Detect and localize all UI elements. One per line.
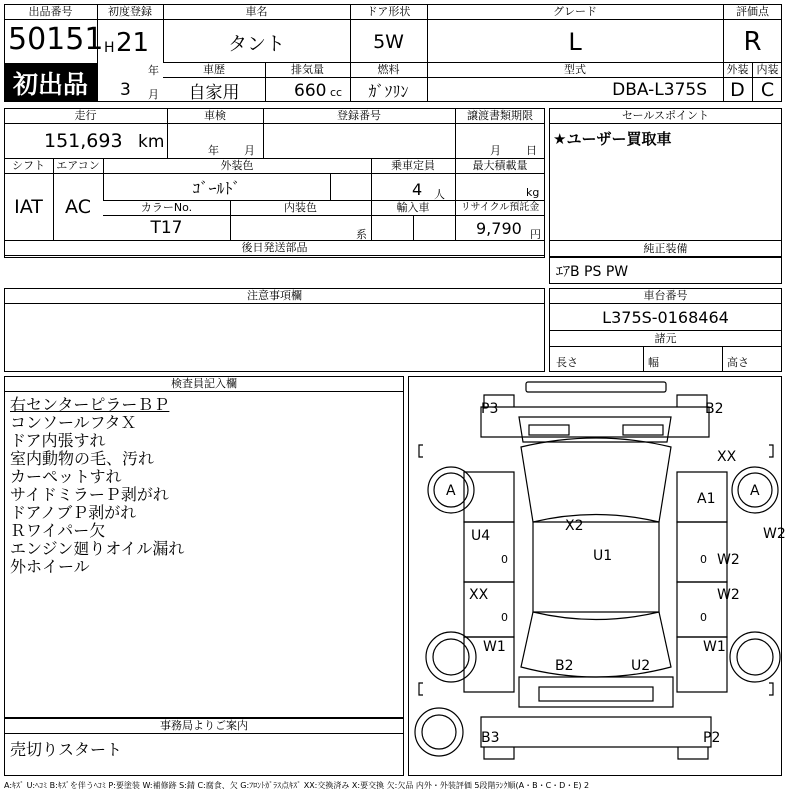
- headlight-left: [529, 425, 569, 435]
- capacity-value: 4: [412, 180, 423, 199]
- int-color-header: 内装色: [230, 200, 371, 216]
- mark-xx-door: XX: [469, 587, 489, 603]
- mark-p2: P2: [703, 730, 721, 746]
- divider: [722, 346, 723, 372]
- remark-item: ドア内張すれ: [10, 431, 106, 450]
- office-text: 売切りスタート: [10, 740, 123, 759]
- recycle-unit: 円: [530, 228, 541, 241]
- equipment-value: ｴｱB PS PW: [556, 264, 629, 280]
- mark-p3: P3: [481, 401, 499, 417]
- inspection-year-unit: 年: [208, 144, 219, 157]
- ext-color-sub: [330, 174, 371, 200]
- aircon-value: AC: [65, 196, 91, 218]
- ext-color-value: ｺﾞｰﾙﾄﾞ: [192, 178, 241, 198]
- later-parts-header: 後日発送部品: [4, 240, 545, 256]
- remark-item: 室内動物の毛、汚れ: [10, 449, 155, 468]
- remark-item: Ｒワイパー欠: [10, 521, 106, 540]
- displacement-unit: cc: [330, 86, 343, 99]
- rear-gate: [519, 677, 673, 707]
- recycle-value: 9,790: [476, 219, 522, 238]
- left-rear-bracket: [419, 683, 423, 695]
- dims-width: 幅: [648, 356, 659, 369]
- mark-u4: U4: [471, 528, 491, 544]
- dims-height: 高さ: [727, 356, 749, 369]
- mark-b3: B3: [481, 730, 500, 746]
- displacement-header: 排気量: [265, 62, 350, 78]
- sales-point-header: セールスポイント: [549, 108, 782, 124]
- remark-item: 右センターピラーＢＰ: [10, 395, 170, 414]
- roof: [533, 522, 659, 612]
- mark-zero: 0: [700, 553, 707, 566]
- right-rear-bracket: [769, 683, 773, 695]
- exterior-header: 外装: [723, 62, 752, 78]
- spare-wheel-inner: [422, 715, 456, 749]
- lot-header: 出品番号: [4, 4, 97, 20]
- remark-item: カーペットすれ: [10, 467, 122, 486]
- color-no-header: カラーNo.: [103, 200, 230, 216]
- mark-w1-right: W1: [703, 639, 726, 655]
- car-outline: [409, 377, 783, 777]
- equipment-header: 純正装備: [549, 240, 782, 257]
- capacity-unit: 人: [434, 188, 445, 201]
- mark-zero: 0: [700, 611, 707, 624]
- reg-month: 3: [120, 80, 131, 100]
- wheel-rear-right-inner: [737, 639, 773, 675]
- inspector-header: 検査員記入欄: [4, 376, 404, 392]
- mileage-unit: km: [138, 132, 165, 152]
- import-sub: [413, 216, 455, 240]
- transfer-day-unit: 日: [526, 144, 537, 157]
- rear-left-panel: [484, 747, 514, 759]
- mark-x2: X2: [565, 518, 584, 534]
- reg-year: 21: [116, 28, 150, 58]
- remark-item: 外ホイール: [10, 557, 90, 576]
- color-no-value: T17: [150, 218, 183, 238]
- car-name-value: タント: [227, 32, 285, 55]
- left-mirror-bracket: [419, 445, 423, 457]
- chassis-header: 車台番号: [549, 288, 782, 304]
- history-value: 自家用: [188, 82, 240, 103]
- divider: [643, 346, 644, 372]
- mark-w2-door: W2: [717, 552, 740, 568]
- max-load-unit: kg: [526, 186, 540, 199]
- mark-a-left: A: [446, 483, 456, 499]
- transfer-header: 譲渡書類期限: [455, 108, 545, 124]
- score-header: 評価点: [723, 4, 782, 20]
- grade-value: L: [568, 28, 582, 56]
- fuel-header: 燃料: [350, 62, 427, 78]
- exterior-value: D: [730, 79, 745, 101]
- mark-w2-side: W2: [763, 526, 786, 542]
- dims-header: 諸元: [549, 330, 782, 347]
- aircon-header: エアコン: [53, 158, 103, 174]
- front-grille: [526, 382, 666, 392]
- model-header: 型式: [427, 62, 723, 78]
- recycle-header: リサイクル預託金: [455, 200, 545, 216]
- max-load-header: 最大積載量: [455, 158, 545, 174]
- inspection-month-unit: 月: [244, 144, 255, 157]
- legend: A:ｷｽﾞ U:ﾍｺﾐ B:ｷｽﾞを伴うﾍｺﾐ P:要塗装 W:補修跡 S:錆 C:腐食、欠 G:ﾌﾛﾝﾄｶﾞﾗｽ点ｷｽﾞ XX:交換済み X:要交換 欠:欠品 内外・外装評価 5段階ﾗﾝｸ順(A・B・C・D・E) 2: [4, 781, 590, 790]
- remark-item: コンソールフタＸ: [10, 413, 137, 432]
- right-mirror-bracket: [769, 445, 773, 457]
- remark-item: エンジン廻りオイル漏れ: [10, 539, 185, 558]
- windshield: [521, 438, 671, 522]
- interior-header: 内装: [752, 62, 782, 78]
- mark-a-right: A: [750, 483, 760, 499]
- notes-header: 注意事項欄: [4, 288, 545, 304]
- model-value: DBA-L375S: [612, 80, 707, 100]
- shift-header: シフト: [4, 158, 53, 174]
- mark-xx: XX: [717, 449, 737, 465]
- year-unit: 年: [148, 64, 159, 77]
- lot-number: 50151: [8, 22, 104, 57]
- mark-b2-rear: B2: [555, 658, 574, 674]
- headlight-right: [623, 425, 663, 435]
- equipment-box: [549, 256, 782, 284]
- shift-value: IAT: [14, 196, 43, 218]
- transfer-month-unit: 月: [490, 144, 501, 157]
- score-value: R: [743, 27, 762, 57]
- inspection-header: 車検: [167, 108, 263, 124]
- fuel-value: ｶﾞｿﾘﾝ: [368, 81, 409, 101]
- rear-bumper: [481, 717, 711, 747]
- mark-zero: 0: [501, 553, 508, 566]
- door-header: ドア形状: [350, 4, 427, 20]
- mark-b2: B2: [705, 401, 724, 417]
- mark-zero: 0: [501, 611, 508, 624]
- rear-plate: [539, 687, 653, 701]
- inspector-remarks: [10, 396, 390, 576]
- displacement-value: 660: [294, 81, 327, 101]
- capacity-header: 乗車定員: [371, 158, 455, 174]
- front-bumper: [481, 407, 709, 437]
- era-label: H: [104, 40, 115, 56]
- door-value: 5W: [373, 31, 404, 53]
- mileage-header: 走行: [4, 108, 167, 124]
- import-header: 輸入車: [371, 200, 455, 216]
- damage-diagram: [408, 376, 786, 776]
- mark-a1: A1: [697, 491, 716, 507]
- grade-header: グレード: [427, 4, 723, 20]
- remark-item: ドアノブＰ剥がれ: [10, 503, 137, 522]
- remark-item: サイドミラーＰ剥がれ: [10, 485, 169, 504]
- plate-header: 登録番号: [263, 108, 455, 124]
- mileage-value: 151,693: [44, 130, 123, 152]
- rear-right-panel: [678, 747, 708, 759]
- ext-color-header: 外装色: [103, 158, 371, 174]
- front-right-panel: [677, 395, 707, 407]
- history-header: 車歴: [163, 62, 265, 78]
- dims-length: 長さ: [556, 356, 578, 369]
- mark-u1: U1: [593, 548, 613, 564]
- mark-u2: U2: [631, 658, 651, 674]
- chassis-value: L375S-0168464: [602, 307, 729, 327]
- mark-w2-rdoor: W2: [717, 587, 740, 603]
- car-name-header: 車名: [163, 4, 350, 20]
- mark-w1-left: W1: [483, 639, 506, 655]
- first-reg-header: 初度登録: [97, 4, 163, 20]
- first-listing-badge: 初出品: [4, 63, 97, 102]
- interior-value: C: [752, 78, 782, 102]
- sales-point-text: ★ユーザー買取車: [553, 130, 672, 148]
- int-color-unit: 系: [356, 228, 367, 241]
- office-header: 事務局よりご案内: [4, 718, 404, 734]
- month-unit: 月: [148, 88, 159, 101]
